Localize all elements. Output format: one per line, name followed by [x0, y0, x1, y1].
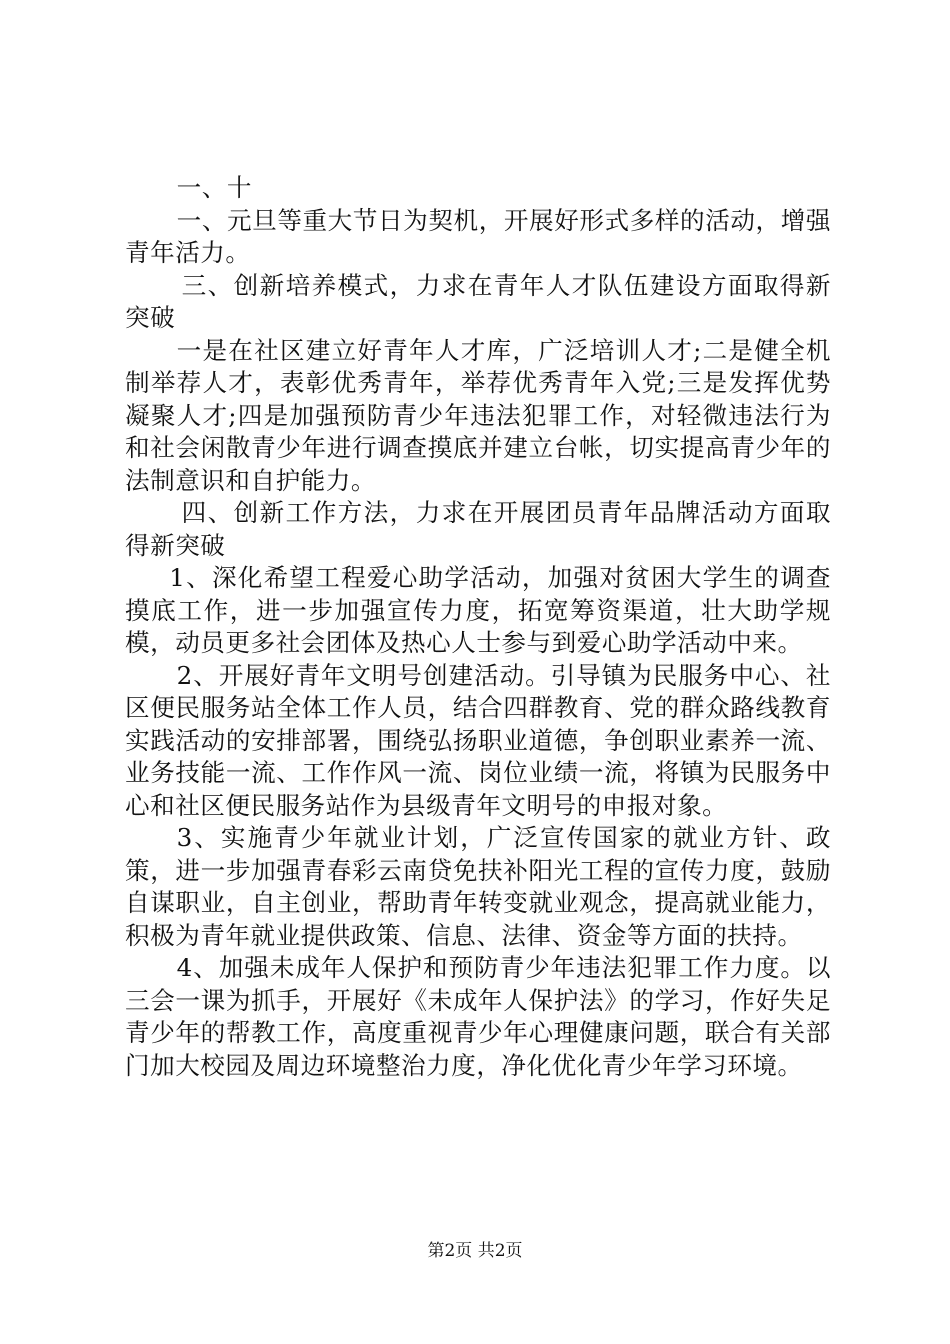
- page-number: 第2页 共2页: [427, 1241, 523, 1261]
- paragraph-4: 一是在社区建立好青年人才库，广泛培训人才;二是健全机制举荐人才，表彰优秀青年，举荐优秀青年入党;三是发挥优势凝聚人才;四是加强预防青少年违法犯罪工作，对轻微违法行为和社会闲散青少年进行调查摸底并建立台帐，切实提高青少年的法制意识和自护能力。: [125, 335, 831, 495]
- document-body: [125, 172, 831, 1082]
- paragraph-8: 3、实施青少年就业计划，广泛宣传国家的就业方针、政策，进一步加强青春彩云南贷免扶补阳光工程的宣传力度，鼓励自谋职业，自主创业，帮助青年转变就业观念，提高就业能力，积极为青年就业提供政策、信息、法律、资金等方面的扶持。: [125, 823, 831, 950]
- paragraph-1: 一、十: [176, 173, 252, 202]
- paragraph-7: 2、开展好青年文明号创建活动。引导镇为民服务中心、社区便民服务站全体工作人员，结合四群教育、党的群众路线教育实践活动的安排部署，围绕弘扬职业道德，争创职业素养一流、业务技能一流、工作作风一流、岗位业绩一流，将镇为民服务中心和社区便民服务站作为县级青年文明号的申报对象。: [125, 660, 831, 820]
- paragraph-9: 4、加强未成年人保护和预防青少年违法犯罪工作力度。以三会一课为抓手，开展好《未成年人保护法》的学习，作好失足青少年的帮教工作，高度重视青少年心理健康问题，联合有关部门加大校园及周边环境整治力度，净化优化青少年学习环境。: [125, 953, 831, 1080]
- paragraph-6: 1、深化希望工程爱心助学活动，加强对贫困大学生的调查摸底工作，进一步加强宣传力度，拓宽筹资渠道，壮大助学规模，动员更多社会团体及热心人士参与到爱心助学活动中来。: [125, 563, 831, 657]
- paragraph-2: 一、元旦等重大节日为契机，开展好形式多样的活动，增强青年活力。: [125, 205, 831, 267]
- paragraph-5: 四、创新工作方法，力求在开展团员青年品牌活动方面取得新突破: [125, 498, 831, 560]
- paragraph-3: 三、创新培养模式，力求在青年人才队伍建设方面取得新突破: [125, 270, 831, 332]
